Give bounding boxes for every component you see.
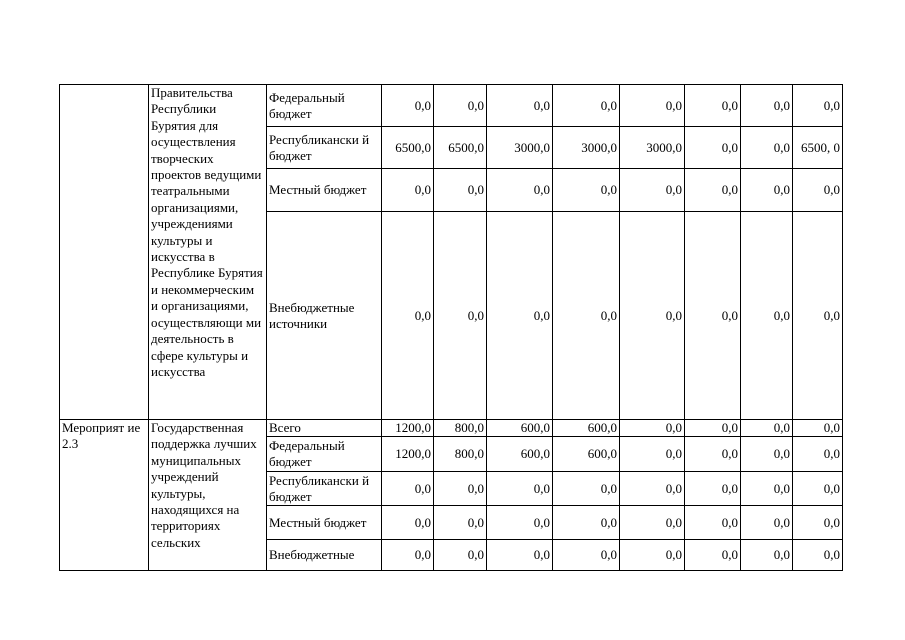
value-cell: 600,0 bbox=[553, 420, 620, 437]
value-cell: 0,0 bbox=[434, 540, 487, 571]
value-cell: 0,0 bbox=[793, 85, 843, 127]
value-cell: 0,0 bbox=[685, 127, 741, 169]
funding-source: Федеральный бюджет bbox=[267, 85, 382, 127]
value-cell: 6500,0 bbox=[382, 127, 434, 169]
value-cell: 0,0 bbox=[553, 472, 620, 506]
value-cell: 6500, 0 bbox=[793, 127, 843, 169]
value-cell: 3000,0 bbox=[487, 127, 553, 169]
value-cell: 0,0 bbox=[487, 85, 553, 127]
value-cell: 0,0 bbox=[382, 540, 434, 571]
value-cell: 0,0 bbox=[620, 212, 685, 420]
value-cell: 0,0 bbox=[434, 472, 487, 506]
funding-source: Внебюджетные источники bbox=[267, 212, 382, 420]
value-cell: 3000,0 bbox=[620, 127, 685, 169]
measure-id-cell bbox=[60, 420, 149, 571]
value-cell: 0,0 bbox=[382, 85, 434, 127]
value-cell: 0,0 bbox=[487, 472, 553, 506]
value-cell: 0,0 bbox=[741, 85, 793, 127]
value-cell: 0,0 bbox=[620, 540, 685, 571]
value-cell: 0,0 bbox=[685, 85, 741, 127]
value-cell: 0,0 bbox=[793, 472, 843, 506]
value-cell: 0,0 bbox=[685, 437, 741, 472]
value-cell: 600,0 bbox=[553, 437, 620, 472]
value-cell: 0,0 bbox=[487, 212, 553, 420]
value-cell: 0,0 bbox=[620, 437, 685, 472]
value-cell: 0,0 bbox=[434, 85, 487, 127]
measure-id: Мероприят ие 2.3 bbox=[62, 420, 141, 451]
value-cell: 0,0 bbox=[553, 169, 620, 212]
value-cell: 0,0 bbox=[620, 420, 685, 437]
value-cell: 1200,0 bbox=[382, 420, 434, 437]
value-cell: 800,0 bbox=[434, 437, 487, 472]
description-cell bbox=[149, 85, 267, 420]
value-cell: 0,0 bbox=[685, 212, 741, 420]
value-cell: 0,0 bbox=[741, 212, 793, 420]
funding-source: Внебюджетные bbox=[267, 540, 382, 571]
funding-source: Местный бюджет bbox=[267, 169, 382, 212]
value-cell: 0,0 bbox=[793, 506, 843, 540]
description-cell bbox=[149, 420, 267, 571]
funding-source: Республикански й бюджет bbox=[267, 472, 382, 506]
value-cell: 0,0 bbox=[685, 506, 741, 540]
funding-source: Федеральный бюджет bbox=[267, 437, 382, 472]
value-cell: 0,0 bbox=[685, 420, 741, 437]
funding-source: Местный бюджет bbox=[267, 506, 382, 540]
value-cell: 0,0 bbox=[382, 506, 434, 540]
value-cell: 0,0 bbox=[487, 540, 553, 571]
value-cell: 3000,0 bbox=[553, 127, 620, 169]
measure-description: Правительства Республики Бурятия для осуществления творческих проектов ведущими театральными организациями, учреждениями культуры и искусства в Республике Бурятия и некоммерческим и организациями, осуществляющи ми деятельность в сфере культуры и искусства bbox=[151, 85, 263, 379]
value-cell: 0,0 bbox=[620, 85, 685, 127]
value-cell: 0,0 bbox=[487, 169, 553, 212]
value-cell: 0,0 bbox=[382, 169, 434, 212]
value-cell: 0,0 bbox=[553, 85, 620, 127]
value-cell: 0,0 bbox=[382, 472, 434, 506]
value-cell: 600,0 bbox=[487, 437, 553, 472]
value-cell: 0,0 bbox=[620, 169, 685, 212]
value-cell: 0,0 bbox=[685, 169, 741, 212]
value-cell: 0,0 bbox=[741, 437, 793, 472]
value-cell: 0,0 bbox=[487, 506, 553, 540]
value-cell: 6500,0 bbox=[434, 127, 487, 169]
value-cell: 0,0 bbox=[793, 212, 843, 420]
value-cell: 0,0 bbox=[434, 169, 487, 212]
value-cell: 0,0 bbox=[793, 437, 843, 472]
value-cell: 0,0 bbox=[741, 420, 793, 437]
value-cell: 0,0 bbox=[741, 127, 793, 169]
measure-description: Государственная поддержка лучших муниципальных учреждений культуры, находящихся на территориях сельских bbox=[151, 420, 257, 550]
value-cell: 0,0 bbox=[620, 472, 685, 506]
value-cell: 0,0 bbox=[382, 212, 434, 420]
value-cell: 0,0 bbox=[793, 420, 843, 437]
value-cell: 0,0 bbox=[685, 540, 741, 571]
measure-id-cell bbox=[60, 85, 149, 420]
value-cell: 1200,0 bbox=[382, 437, 434, 472]
value-cell: 0,0 bbox=[741, 472, 793, 506]
value-cell: 0,0 bbox=[793, 169, 843, 212]
budget-table bbox=[59, 84, 843, 571]
value-cell: 0,0 bbox=[434, 506, 487, 540]
value-cell: 0,0 bbox=[741, 506, 793, 540]
funding-source: Республикански й бюджет bbox=[267, 127, 382, 169]
value-cell: 0,0 bbox=[741, 169, 793, 212]
value-cell: 0,0 bbox=[620, 506, 685, 540]
value-cell: 800,0 bbox=[434, 420, 487, 437]
value-cell: 0,0 bbox=[793, 540, 843, 571]
value-cell: 0,0 bbox=[741, 540, 793, 571]
table-row bbox=[60, 420, 843, 437]
table-row bbox=[60, 85, 843, 127]
value-cell: 0,0 bbox=[434, 212, 487, 420]
value-cell: 0,0 bbox=[685, 472, 741, 506]
value-cell: 600,0 bbox=[487, 420, 553, 437]
value-cell: 0,0 bbox=[553, 506, 620, 540]
funding-source: Всего bbox=[267, 420, 382, 437]
value-cell: 0,0 bbox=[553, 540, 620, 571]
value-cell: 0,0 bbox=[553, 212, 620, 420]
